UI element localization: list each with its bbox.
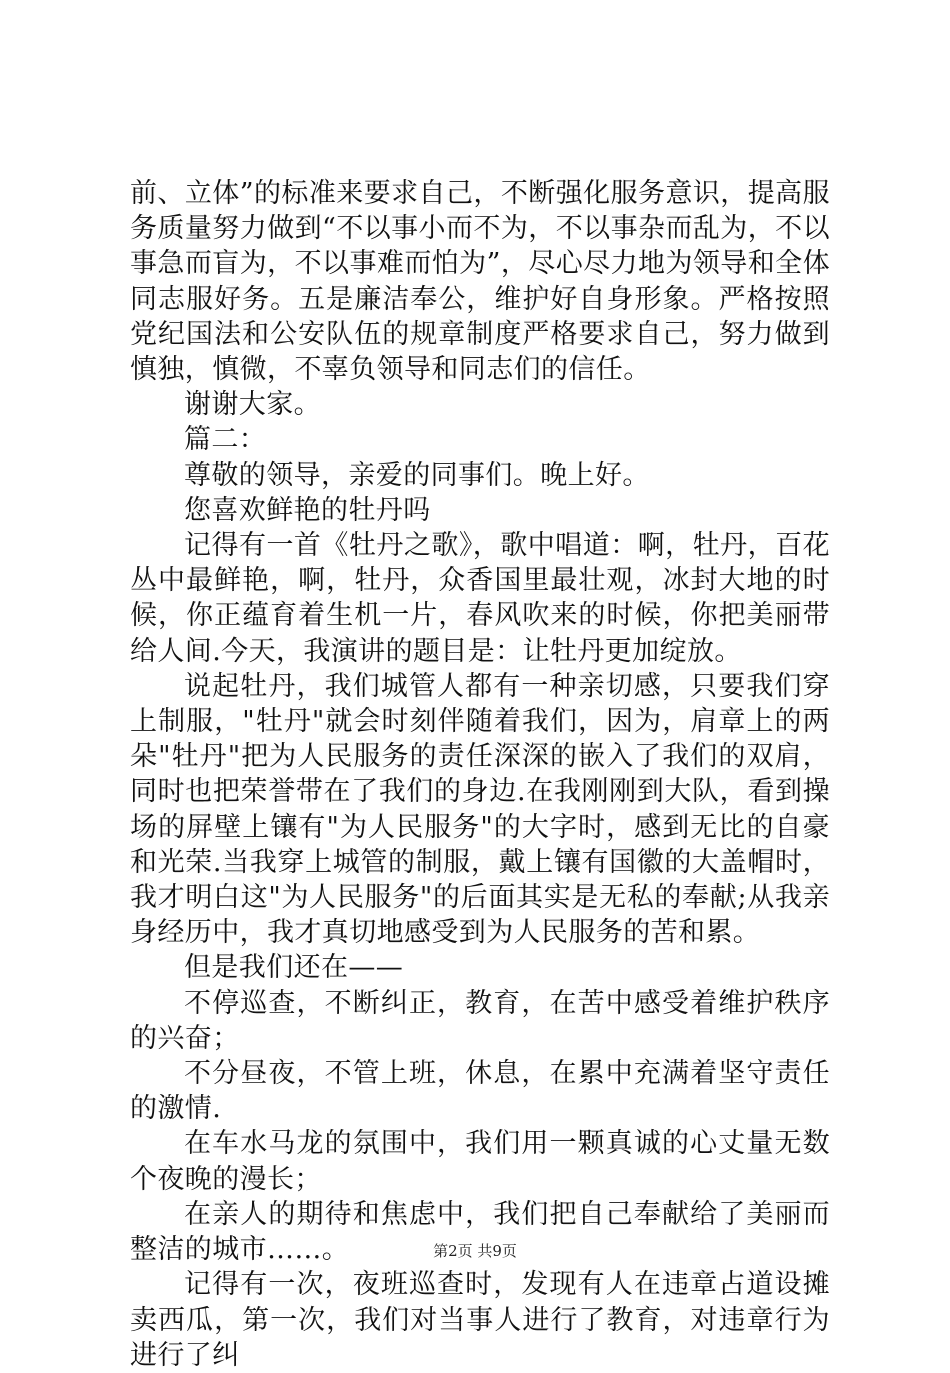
paragraph: 说起牡丹，我们城管人都有一种亲切感，只要我们穿上制服，"牡丹"就会时刻伴随着我们，因为，肩章上的两朵"牡丹"把为人民服务的责任深深的嵌入了我们的双肩，同时也把荣誉带在了我们的身边.在我刚刚到大队，看到操场的屏壁上镶有"为人民服务"的大字时，感到无比的自豪和光荣.当我穿上城管的制服，戴上镶有国徽的大盖帽时，我才明白这"为人民服务"的后面其实是无私的奉献;从我亲身经历中，我才真切地感受到为人民服务的苦和累。 <box>130 670 830 949</box>
paragraph: 不停巡查，不断纠正，教育，在苦中感受着维护秩序的兴奋； <box>130 987 830 1054</box>
paragraph: 但是我们还在—— <box>184 952 404 984</box>
paragraph: 记得有一次，夜班巡查时，发现有人在违章占道设摊卖西瓜，第一次，我们对当事人进行了教育，对违章行为进行了纠 <box>130 1269 830 1371</box>
section-heading: 篇二： <box>184 424 267 456</box>
page-footer <box>0 1240 950 1261</box>
paragraph: 记得有一首《牡丹之歌》，歌中唱道：啊，牡丹，百花丛中最鲜艳，啊，牡丹，众香国里最壮观，冰封大地的时候，你正蕴育着生机一片，春风吹来的时候，你把美丽带给人间.今天，我演讲的题目是：让牡丹更加绽放。 <box>130 530 830 667</box>
paragraph: 谢谢大家。 <box>184 389 321 421</box>
paragraph: 前、立体”的标准来要求自己，不断强化服务意识，提高服务质量努力做到“不以事小而不为，不以事杂而乱为，不以事急而盲为，不以事难而怕为”，尽心尽力地为领导和全体同志服好务。五是廉洁奉公，维护好自身形象。严格按照党纪国法和公安队伍的规章制度严格要求自己，努力做到慎独，慎微，不辜负领导和同志们的信任。 <box>130 178 830 386</box>
paragraph: 在亲人的期待和焦虑中，我们把自己奉献给了美丽而整洁的城市……。 <box>130 1198 830 1266</box>
paragraph: 尊敬的领导，亲爱的同事们。晚上好。 <box>184 459 650 491</box>
paragraph: 在车水马龙的氛围中，我们用一颗真诚的心丈量无数个夜晚的漫长； <box>130 1128 830 1195</box>
paragraph: 不分昼夜，不管上班，休息，在累中充满着坚守责任的激情. <box>130 1058 830 1125</box>
document-body <box>130 176 830 1373</box>
paragraph: 您喜欢鲜艳的牡丹吗 <box>184 494 431 526</box>
page-number: 第2页 共9页 <box>433 1242 517 1260</box>
